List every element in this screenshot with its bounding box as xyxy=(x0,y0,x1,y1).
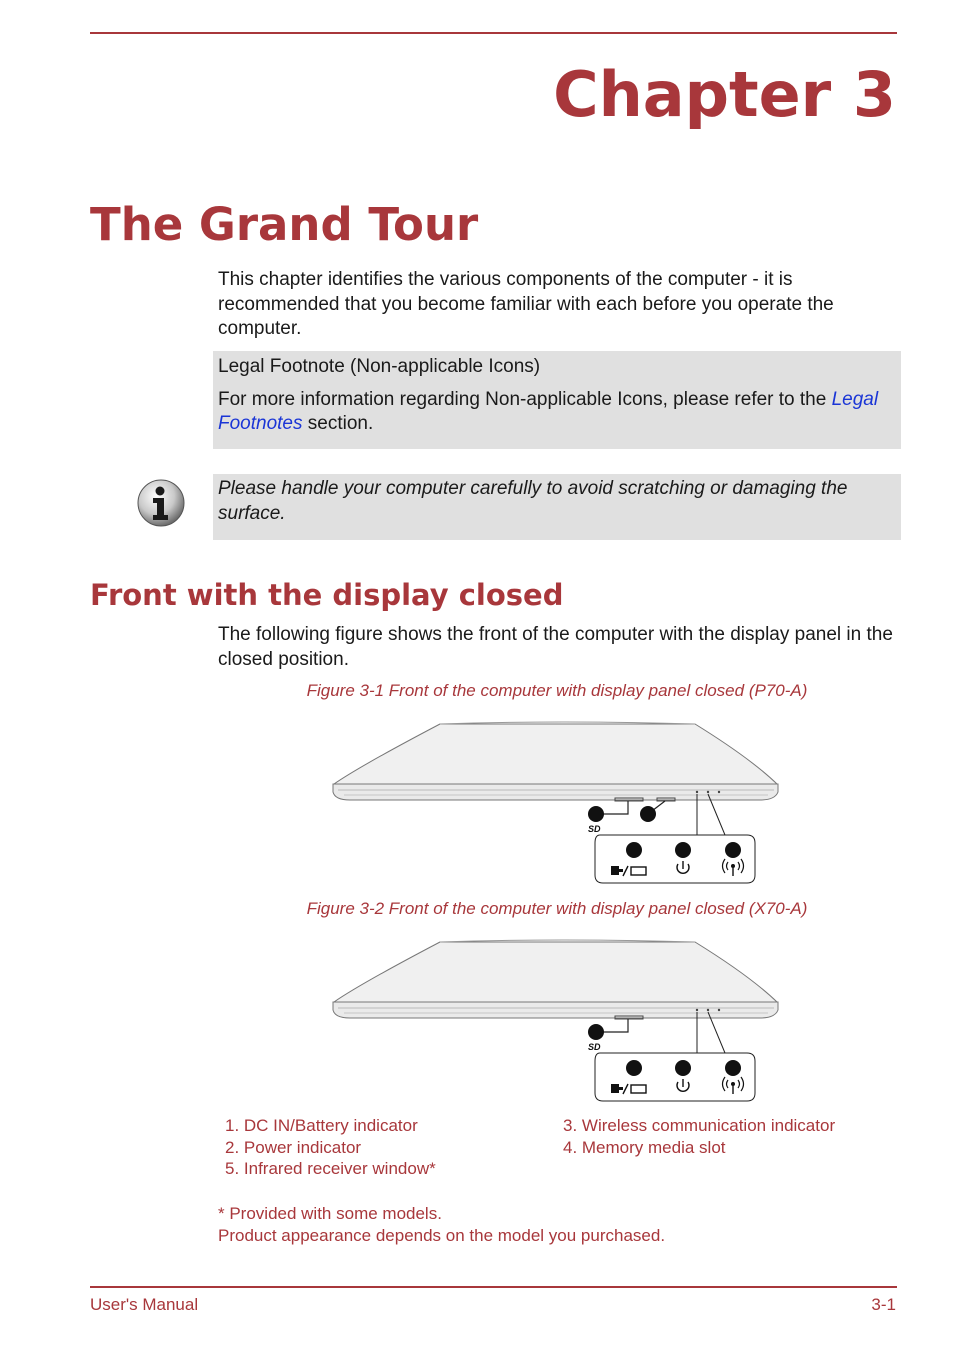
figure-3-2-illustration xyxy=(330,936,782,1106)
legal-footnote-text xyxy=(213,388,901,437)
figure-caption-1: Figure 3-1 Front of the computer with display panel closed (P70-A) xyxy=(306,681,808,700)
footer-left: User's Manual xyxy=(90,1295,199,1314)
bottom-rule xyxy=(90,1286,897,1288)
legal-footnotes-link[interactable]: Legal Footnotes xyxy=(218,388,879,434)
info-note-box xyxy=(213,474,901,540)
legend-item: 1. DC IN/Battery indicator xyxy=(225,1116,418,1135)
legal-footnote-box xyxy=(213,351,901,449)
svg-text:SD: SD xyxy=(588,824,601,834)
legend-item: 3. Wireless communication indicator xyxy=(563,1116,836,1135)
legend-item: 4. Memory media slot xyxy=(563,1137,726,1157)
top-rule xyxy=(90,32,897,34)
section-heading: Front with the display closed xyxy=(90,578,564,612)
legal-footnote-text-after: section. xyxy=(302,413,374,434)
page-title: The Grand Tour xyxy=(90,198,479,251)
svg-text:SD: SD xyxy=(588,1042,601,1052)
legend-right xyxy=(563,1115,835,1158)
info-icon xyxy=(136,478,186,528)
legend-left xyxy=(225,1115,436,1180)
legend-item: 5. Infrared receiver window* xyxy=(225,1159,436,1178)
figure-caption-2: Figure 3-2 Front of the computer with display panel closed (X70-A) xyxy=(306,899,808,918)
legal-footnote-heading: Legal Footnote (Non-applicable Icons) xyxy=(218,356,541,377)
note-line: Product appearance depends on the model you purchased. xyxy=(218,1225,666,1245)
legend-item: 2. Power indicator xyxy=(225,1137,362,1157)
note-line: * Provided with some models. xyxy=(218,1204,442,1223)
notes xyxy=(218,1203,665,1246)
intro-paragraph: This chapter identifies the various components of the computer - it is recommended that you become familiar with each before you operate the computer. xyxy=(218,269,834,339)
section-intro: The following figure shows the front of the computer with the display panel in the closed position. xyxy=(218,624,893,670)
footer-right: 3-1 xyxy=(871,1295,896,1314)
legal-footnote-text-before: For more information regarding Non-applicable Icons, please refer to the xyxy=(218,388,827,410)
figure-3-1-illustration xyxy=(330,718,782,888)
chapter-label: Chapter 3 xyxy=(553,58,896,131)
info-note-text: Please handle your computer carefully to avoid scratching or damaging the surface. xyxy=(218,478,848,524)
